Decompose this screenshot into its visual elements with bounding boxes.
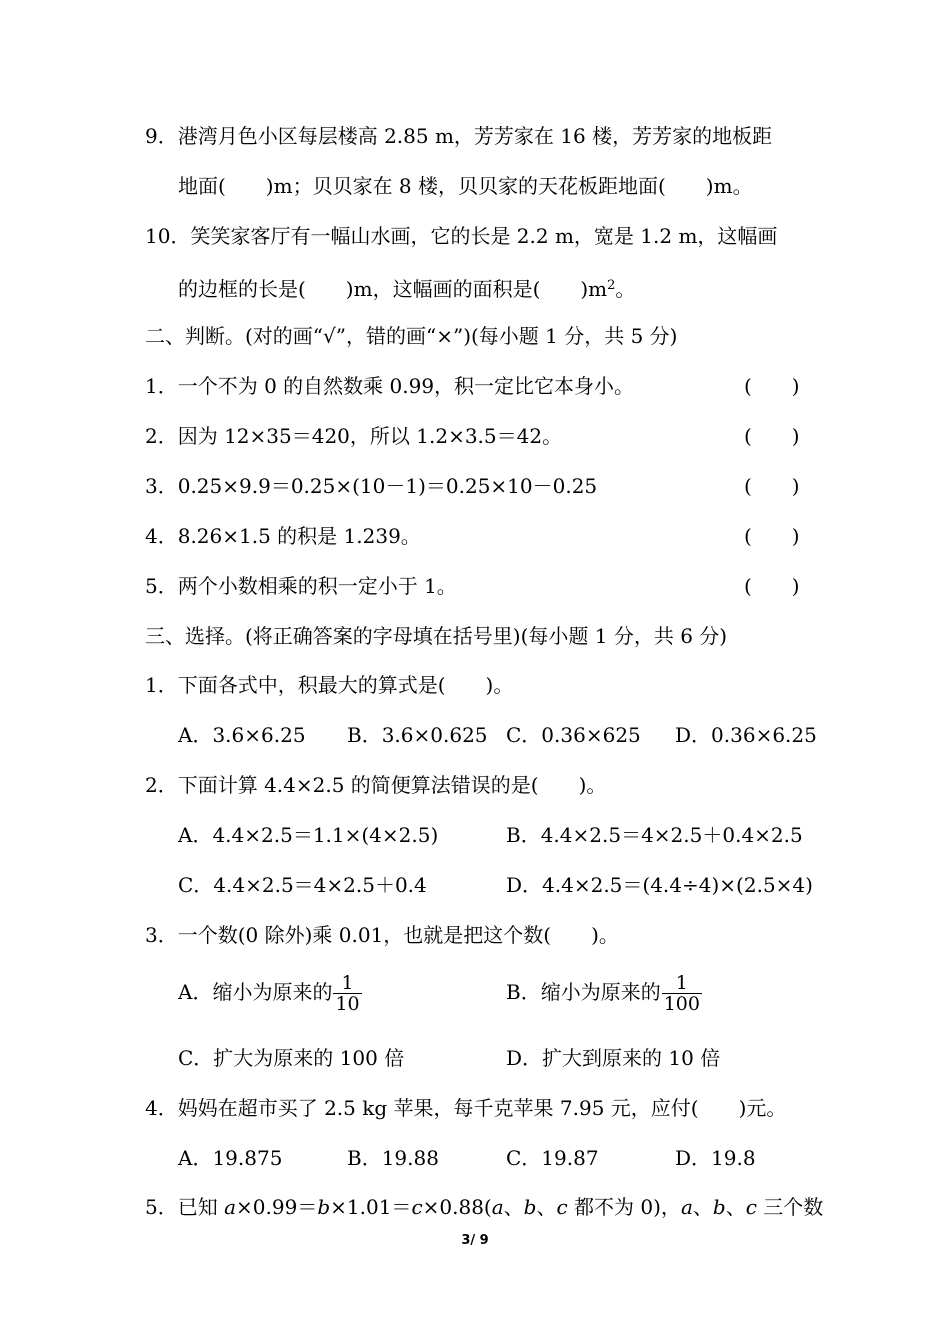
q5-part: 、 xyxy=(536,1195,557,1219)
square-superscript: 2 xyxy=(607,278,616,293)
section-2-heading: 二、判断。(对的画“√”，错的画“×”)(每小题 1 分，共 5 分) xyxy=(145,324,678,348)
judge-answer-blank-4: ( ) xyxy=(744,524,800,548)
choice-q2-option-a: A．4.4×2.5＝1.1×(4×2.5) xyxy=(178,823,439,847)
question-9-line-2: 地面( )m；贝贝家在 8 楼，贝贝家的天花板距地面( )m。 xyxy=(178,174,753,198)
question-10-line-2 xyxy=(178,272,635,303)
question-9-line-1: 9．港湾月色小区每层楼高 2.85 m，芳芳家在 16 楼，芳芳家的地板距 xyxy=(145,124,773,148)
q5-part: 三个数 xyxy=(756,1195,824,1219)
q5-part: 、 xyxy=(692,1195,713,1219)
choice-q2-option-c: C．4.4×2.5＝4×2.5＋0.4 xyxy=(178,873,427,897)
choice-q4-option-a: A．19.875 xyxy=(178,1146,283,1170)
var-b: b xyxy=(317,1195,331,1219)
choice-q1-stem: 1．下面各式中，积最大的算式是( )。 xyxy=(145,673,514,697)
q5-part: 、 xyxy=(725,1195,746,1219)
choice-q3-option-a-text: A．缩小为原来的 xyxy=(178,980,333,1004)
choice-q1-option-b: B．3.6×0.625 xyxy=(347,723,488,747)
q5-part: ×0.99＝ xyxy=(236,1195,318,1219)
judge-item-2: 2．因为 12×35＝420，所以 1.2×3.5＝42。 xyxy=(145,424,563,448)
var-a: a xyxy=(680,1195,693,1219)
choice-q1-option-d: D．0.36×6.25 xyxy=(675,723,817,747)
choice-q4-stem: 4．妈妈在超市买了 2.5 kg 苹果，每千克苹果 7.95 元，应付( )元。 xyxy=(145,1096,787,1120)
section-3-heading: 三、选择。(将正确答案的字母填在括号里)(每小题 1 分，共 6 分) xyxy=(145,624,728,648)
choice-q3-stem: 3．一个数(0 除外)乘 0.01，也就是把这个数( )。 xyxy=(145,923,619,947)
choice-q5-stem xyxy=(145,1193,823,1221)
choice-q3-option-c: C．扩大为原来的 100 倍 xyxy=(178,1046,405,1070)
judge-answer-blank-3: ( ) xyxy=(744,474,800,498)
choice-q4-option-d: D．19.8 xyxy=(675,1146,756,1170)
var-c: c xyxy=(745,1195,757,1219)
choice-q1-option-a: A．3.6×6.25 xyxy=(178,723,306,747)
choice-q2-option-d: D．4.4×2.5＝(4.4÷4)×(2.5×4) xyxy=(506,873,813,897)
choice-q4-option-c: C．19.87 xyxy=(506,1146,599,1170)
fraction-denominator: 10 xyxy=(335,992,360,1015)
judge-item-1: 1．一个不为 0 的自然数乘 0.99，积一定比它本身小。 xyxy=(145,374,635,398)
q5-part: ×0.88( xyxy=(422,1195,492,1219)
fraction-numerator: 1 xyxy=(675,971,688,994)
fraction-one-tenth xyxy=(333,971,361,1015)
var-a: a xyxy=(491,1195,504,1219)
choice-q3-option-b xyxy=(506,970,702,1014)
var-b: b xyxy=(523,1195,537,1219)
judge-answer-blank-2: ( ) xyxy=(744,424,800,448)
question-10-line-1: 10．笑笑家客厅有一幅山水画，它的长是 2.2 m，宽是 1.2 m，这幅画 xyxy=(145,224,778,248)
choice-q1-option-c: C．0.36×625 xyxy=(506,723,641,747)
var-c: c xyxy=(411,1195,423,1219)
question-10-line-2-text: 的边框的长是( )m，这幅画的面积是( )m xyxy=(178,277,608,301)
var-b: b xyxy=(712,1195,726,1219)
q5-part: 都不为 0)， xyxy=(567,1195,681,1219)
q5-part: 、 xyxy=(503,1195,524,1219)
judge-item-4: 4．8.26×1.5 的积是 1.239。 xyxy=(145,524,421,548)
q5-part: 5．已知 xyxy=(145,1195,225,1219)
choice-q2-option-b: B．4.4×2.5＝4×2.5＋0.4×2.5 xyxy=(506,823,803,847)
choice-q3-option-d: D．扩大到原来的 10 倍 xyxy=(506,1046,721,1070)
fraction-one-hundredth xyxy=(662,971,702,1015)
judge-item-3: 3．0.25×9.9＝0.25×(10－1)＝0.25×10－0.25 xyxy=(145,474,598,498)
judge-answer-blank-1: ( ) xyxy=(744,374,800,398)
choice-q2-stem: 2．下面计算 4.4×2.5 的简便算法错误的是( )。 xyxy=(145,773,607,797)
fraction-denominator: 100 xyxy=(663,992,700,1015)
fraction-numerator: 1 xyxy=(341,971,354,994)
var-c: c xyxy=(556,1195,568,1219)
judge-answer-blank-5: ( ) xyxy=(744,574,800,598)
choice-q3-option-a xyxy=(178,970,362,1014)
var-a: a xyxy=(224,1195,237,1219)
page-number: 3/ 9 xyxy=(461,1233,489,1248)
choice-q3-option-b-text: B．缩小为原来的 xyxy=(506,980,661,1004)
q5-part: ×1.01＝ xyxy=(330,1195,412,1219)
choice-q4-option-b: B．19.88 xyxy=(347,1146,439,1170)
judge-item-5: 5．两个小数相乘的积一定小于 1。 xyxy=(145,574,457,598)
question-10-line-2-end: 。 xyxy=(615,277,636,301)
